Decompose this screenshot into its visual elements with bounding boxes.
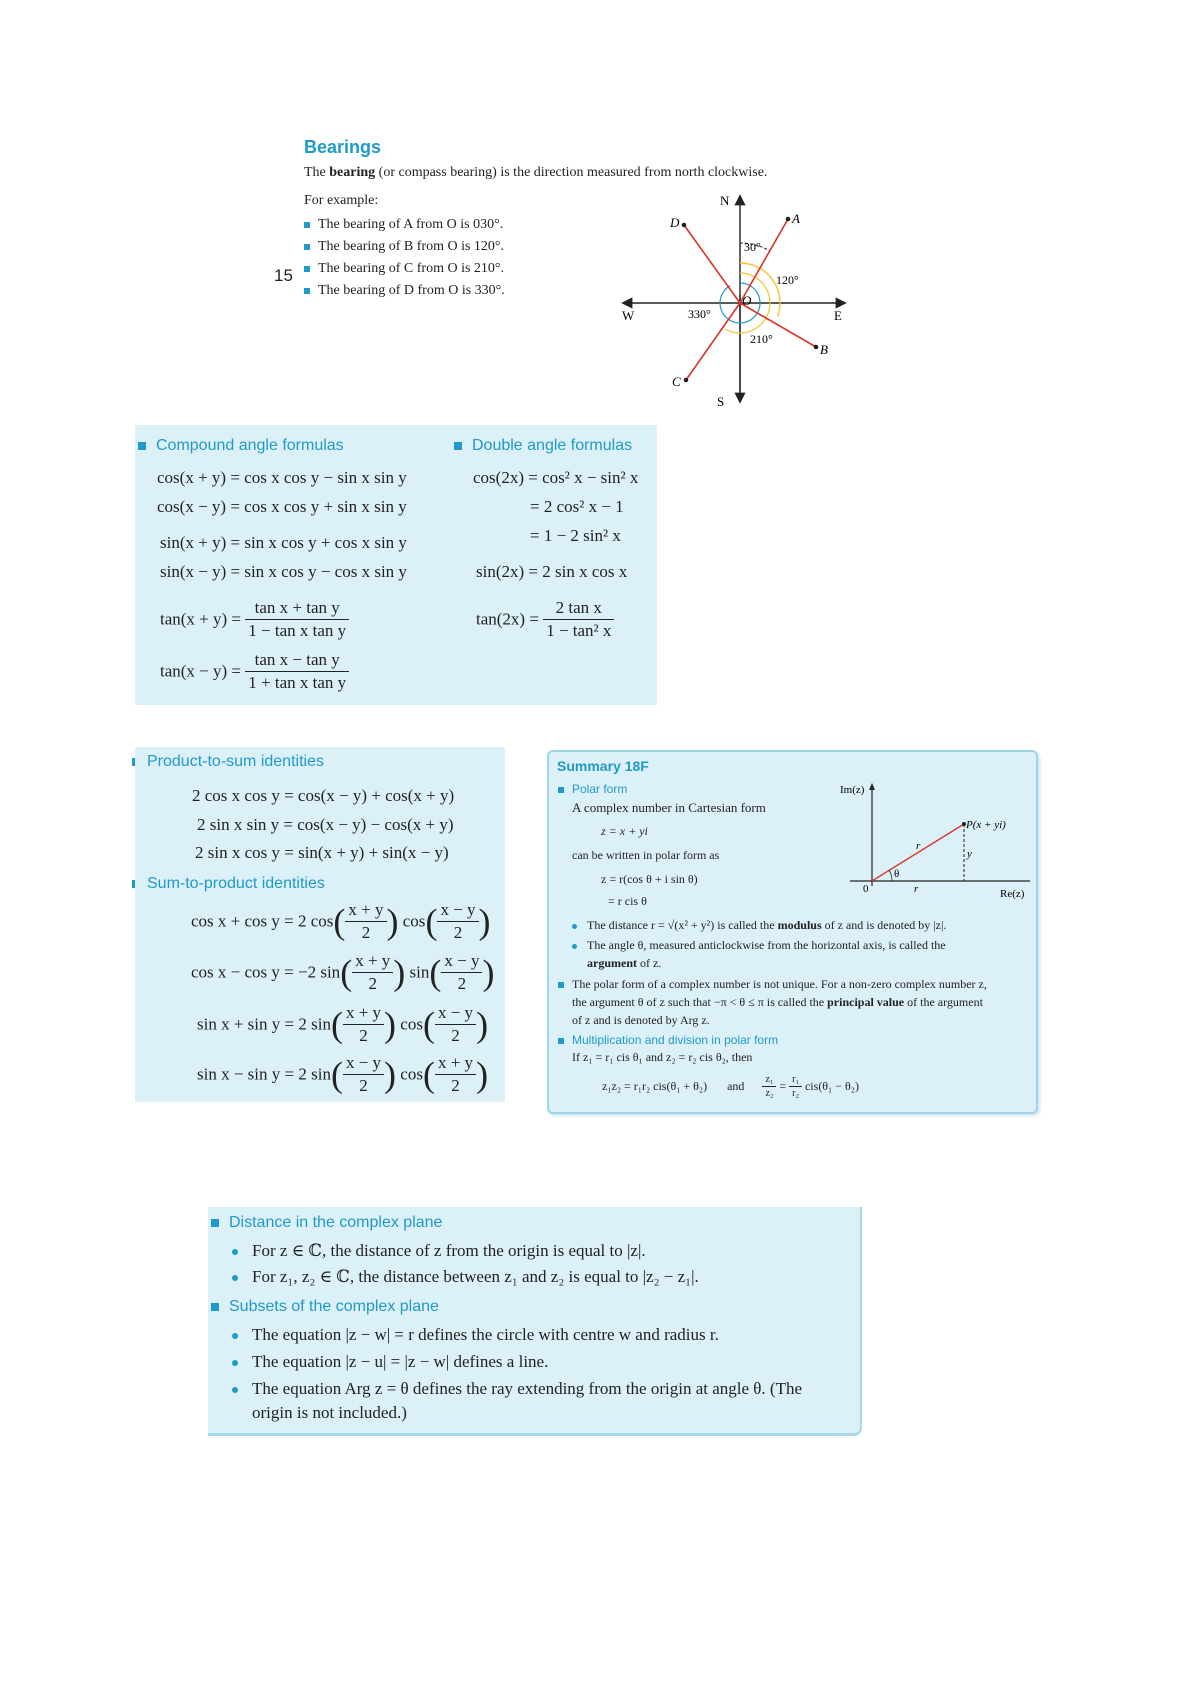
label-o: O bbox=[742, 293, 752, 308]
section-bullet-icon bbox=[454, 442, 462, 450]
modulus-line bbox=[872, 824, 964, 881]
compound-title: Compound angle formulas bbox=[138, 437, 344, 455]
label-a: A bbox=[792, 211, 800, 226]
argument-bullet-cont: argument of z. bbox=[587, 956, 662, 970]
polar-p3: can be written in polar form as bbox=[572, 848, 720, 862]
product-3: 2 sin x cos y = sin(x + y) + sin(x − y) bbox=[195, 843, 449, 862]
subsets-title: Subsets of the complex plane bbox=[211, 1298, 439, 1316]
summary-title: Summary 18F bbox=[557, 758, 649, 774]
label-c: C bbox=[672, 374, 681, 389]
principal-value-2: the argument θ of z such that −π < θ ≤ π is called the principal value of the argument bbox=[572, 995, 983, 1009]
compound-sin-minus: sin(x − y) = sin x cos y − cos x sin y bbox=[160, 562, 407, 581]
label-n: N bbox=[720, 193, 730, 208]
section-bullet-icon bbox=[138, 442, 146, 450]
double-cos-1: cos(2x) = cos² x − sin² x bbox=[473, 468, 639, 487]
bearings-title: Bearings bbox=[304, 137, 382, 157]
bullet-icon bbox=[232, 1275, 238, 1281]
origin-label: 0 bbox=[863, 883, 869, 895]
bullet-icon bbox=[572, 944, 577, 949]
page-number: 15 bbox=[274, 266, 293, 285]
angle-30: 30° bbox=[744, 240, 761, 254]
principal-value-1: The polar form of a complex number is not unique. For a non-zero complex number z, bbox=[558, 977, 987, 992]
bullet-icon bbox=[232, 1360, 238, 1366]
definition-text-2: (or compass bearing) is the direction measured from north clockwise. bbox=[375, 165, 768, 180]
label-d: D bbox=[670, 215, 680, 230]
im-label: Im(z) bbox=[840, 784, 865, 796]
section-bullet-icon bbox=[558, 787, 564, 793]
bullet-icon bbox=[232, 1387, 238, 1393]
sumprod-1: cos x + cos y = 2 cos( $\frac{x + y}{2}$ ) cos( $\frac{x - y}{2}$ ) bbox=[191, 900, 491, 942]
definition-text-1: The bbox=[304, 165, 330, 180]
fraction: $\frac{\text{2 tan x}}{\text{1 − tan² x}}$ bbox=[543, 598, 614, 641]
distance-1: For z ∈ ℂ, the distance of z from the origin is equal to |z|. bbox=[232, 1241, 646, 1261]
double-sin: sin(2x) = 2 sin x cos x bbox=[476, 562, 628, 581]
bullet-icon bbox=[232, 1249, 238, 1255]
double-cos-2: = 2 cos² x − 1 bbox=[530, 497, 624, 516]
bearings-diagram bbox=[600, 185, 880, 415]
bullet-icon bbox=[304, 222, 310, 228]
example-label: For example: bbox=[304, 193, 379, 208]
polar-p1: A complex number in Cartesian form bbox=[572, 800, 766, 815]
argument-bullet: The angle θ, measured anticlockwise from the horizontal axis, is called the bbox=[572, 938, 946, 953]
ray-a bbox=[740, 219, 788, 303]
compound-cos-minus: cos(x − y) = cos x cos y + sin x sin y bbox=[157, 497, 407, 516]
r-label: r bbox=[916, 840, 921, 852]
section-bullet-icon bbox=[211, 1219, 219, 1227]
definition-bold: bearing bbox=[329, 165, 376, 180]
list-item: The bearing of C from O is 210°. bbox=[304, 258, 505, 280]
section-bullet-icon bbox=[211, 1303, 219, 1311]
subset-line: The equation |z − u| = |z − w| defines a line. bbox=[232, 1352, 548, 1372]
compound-tan-minus: tan(x − y) = $\frac{\text{tan x − tan y}}{\text{1 + tan x tan y}}$ bbox=[160, 650, 349, 693]
y-label: y bbox=[967, 848, 972, 860]
polar-p4: z = r(cos θ + i sin θ) bbox=[601, 872, 698, 886]
fraction: $\frac{\text{tan x + tan y}}{\text{1 − tan x tan y}}$ bbox=[245, 598, 349, 641]
list-item: The bearing of B from O is 120°. bbox=[304, 236, 505, 258]
ray-d bbox=[684, 225, 740, 303]
sumprod-4: sin x − sin y = 2 sin( $\frac{x - y}{2}$ ) cos( $\frac{x + y}{2}$ ) bbox=[197, 1053, 489, 1095]
bullet-icon bbox=[304, 244, 310, 250]
list-item: The bearing of A from O is 030°. bbox=[304, 214, 505, 236]
distance-2: For z₁, z₂ ∈ ℂ, the distance between z₁ and z₂ is equal to |z₂ − z₁|. bbox=[232, 1267, 699, 1287]
point-label: P(x + yi) bbox=[966, 819, 1006, 831]
label-b: B bbox=[820, 342, 828, 357]
bearing-list bbox=[304, 214, 505, 302]
bullet-icon bbox=[304, 266, 310, 272]
subset-ray-cont: origin is not included.) bbox=[252, 1403, 407, 1422]
sumprod-3: sin x + sin y = 2 sin( $\frac{x + y}{2}$ ) cos( $\frac{x - y}{2}$ ) bbox=[197, 1003, 489, 1045]
argand-diagram bbox=[836, 780, 1032, 902]
label-s: S bbox=[717, 394, 725, 409]
label-e: E bbox=[834, 308, 842, 323]
bearings-definition bbox=[304, 165, 767, 181]
subset-ray: The equation Arg z = θ defines the ray extending from the origin at angle θ. (The bbox=[232, 1379, 802, 1399]
product-1: 2 cos x cos y = cos(x − y) + cos(x + y) bbox=[192, 786, 455, 805]
section-bullet-icon bbox=[558, 982, 564, 988]
bullet-icon bbox=[304, 288, 310, 294]
principal-value-3: of z and is denoted by Arg z. bbox=[572, 1013, 710, 1027]
compound-sin-plus: sin(x + y) = sin x cos y + cos x sin y bbox=[160, 533, 407, 552]
double-cos-3: = 1 − 2 sin² x bbox=[530, 526, 621, 545]
product-title: Product-to-sum identities bbox=[132, 753, 324, 771]
polar-heading: Polar form bbox=[558, 782, 627, 796]
product-2: 2 sin x sin y = cos(x − y) − cos(x + y) bbox=[197, 815, 454, 834]
angle-120: 120° bbox=[776, 273, 799, 287]
double-title: Double angle formulas bbox=[454, 437, 632, 455]
polar-p5: = r cis θ bbox=[608, 894, 647, 908]
mult-line-1: If z₁ = r₁ cis θ₁ and z₂ = r₂ cis θ₂, then bbox=[572, 1050, 753, 1064]
r-axis-label: r bbox=[914, 883, 919, 895]
arc-120 bbox=[740, 263, 780, 317]
mult-line-2: z₁z₂ = r₁r₂ cis(θ₁ + θ₂) and $\frac{\text{z₁}}{\text{z₂}}$ = $\frac{\text{r₁}}{\text{r₂}}$ cis(θ₁ − θ₂) bbox=[602, 1074, 859, 1099]
subset-circle: The equation |z − w| = r defines the circle with centre w and radius r. bbox=[232, 1325, 719, 1345]
label-w: W bbox=[622, 308, 635, 323]
section-bullet-icon bbox=[558, 1038, 564, 1044]
list-item: The bearing of D from O is 330°. bbox=[304, 280, 505, 302]
double-tan: tan(2x) = $\frac{\text{2 tan x}}{\text{1 − tan² x}}$ bbox=[476, 598, 614, 641]
bullet-icon bbox=[572, 924, 577, 929]
re-label: Re(z) bbox=[1000, 888, 1025, 900]
distance-title: Distance in the complex plane bbox=[211, 1214, 442, 1232]
compound-tan-plus: tan(x + y) = $\frac{\text{tan x + tan y}}{\text{1 − tan x tan y}}$ bbox=[160, 598, 349, 641]
mult-heading: Multiplication and division in polar form bbox=[558, 1033, 778, 1047]
bullet-icon bbox=[232, 1333, 238, 1339]
angle-210: 210° bbox=[750, 332, 773, 346]
theta-label: θ bbox=[894, 868, 900, 880]
section-bullet-icon bbox=[132, 758, 135, 766]
section-bullet-icon bbox=[132, 880, 135, 888]
polar-p2: z = x + yi bbox=[601, 824, 648, 838]
angle-330: 330° bbox=[688, 307, 711, 321]
sumprod-2: cos x − cos y = −2 sin( $\frac{x + y}{2}$ ) sin( $\frac{x - y}{2}$ ) bbox=[191, 951, 495, 993]
sumprod-title: Sum-to-product identities bbox=[132, 875, 325, 893]
modulus-bullet: The distance r = √(x² + y²) is called the modulus of z and is denoted by |z|. bbox=[572, 918, 946, 933]
compound-cos-plus: cos(x + y) = cos x cos y − sin x sin y bbox=[157, 468, 407, 487]
fraction: $\frac{\text{tan x − tan y}}{\text{1 + tan x tan y}}$ bbox=[245, 650, 349, 693]
